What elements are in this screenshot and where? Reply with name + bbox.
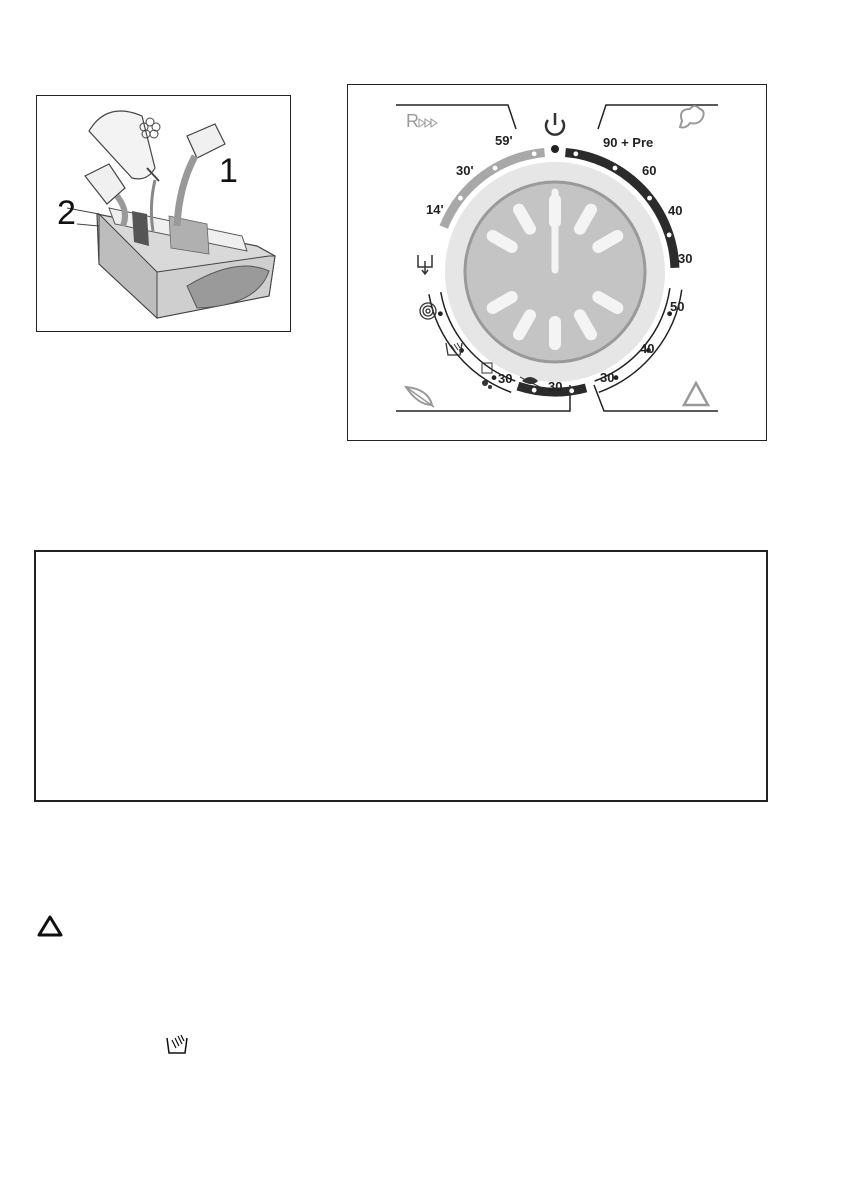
note-box bbox=[34, 550, 768, 802]
power-icon bbox=[546, 113, 564, 135]
synthetic-label-40: 40 bbox=[640, 341, 655, 356]
wool-label-30: 30 bbox=[548, 379, 563, 394]
spin-icon bbox=[420, 303, 436, 319]
cotton-label-40: 40 bbox=[668, 203, 683, 218]
callout-2: 2 bbox=[57, 194, 76, 232]
cotton-label-60: 60 bbox=[642, 163, 657, 178]
callout-1: 1 bbox=[219, 152, 238, 190]
cotton-arc-dot-2 bbox=[647, 196, 652, 201]
rapid-label-59: 59' bbox=[495, 133, 513, 148]
rinse-arc-dot-2 bbox=[492, 375, 497, 380]
handwash-label-30: 30 bbox=[498, 371, 513, 386]
indicator-dot bbox=[551, 145, 559, 153]
cotton-arc-dot-3 bbox=[667, 233, 672, 238]
synthetics-icon bbox=[684, 383, 708, 405]
rapid-label-30: 30' bbox=[456, 163, 474, 178]
programme-dial-figure bbox=[347, 84, 767, 441]
programme-dial bbox=[348, 85, 766, 440]
synthetics-triangle-icon bbox=[36, 914, 64, 938]
svg-text:R: R bbox=[406, 111, 419, 131]
cotton-icon bbox=[680, 106, 704, 128]
synthetic-label-50: 50 bbox=[670, 299, 685, 314]
synthetic-label-30: 30 bbox=[600, 370, 615, 385]
detergent-drawer-illustration bbox=[37, 96, 290, 331]
rapid-label-14: 14' bbox=[426, 202, 444, 217]
cotton-arc-dot-1 bbox=[613, 166, 618, 171]
rinse-icon bbox=[446, 343, 462, 355]
drain-icon bbox=[418, 255, 432, 274]
delicates-feather-icon bbox=[406, 387, 434, 407]
rapid-arc-dot-2 bbox=[458, 196, 463, 201]
cotton-label-90pre: 90 + Pre bbox=[603, 135, 654, 150]
rapid-arc-dot-0 bbox=[532, 151, 537, 156]
cotton-label-30: 30 bbox=[678, 251, 693, 266]
wool-arc-dot-0 bbox=[569, 388, 574, 393]
rapid-arc-dot-1 bbox=[493, 166, 498, 171]
rinse-icon bbox=[164, 1032, 190, 1056]
detergent-drawer-figure bbox=[36, 95, 291, 332]
rapid-icon bbox=[406, 111, 437, 131]
rinse-arc-dot-0 bbox=[438, 311, 443, 316]
cotton-arc-dot-0 bbox=[573, 151, 578, 156]
wool-arc-dot-1 bbox=[532, 388, 537, 393]
